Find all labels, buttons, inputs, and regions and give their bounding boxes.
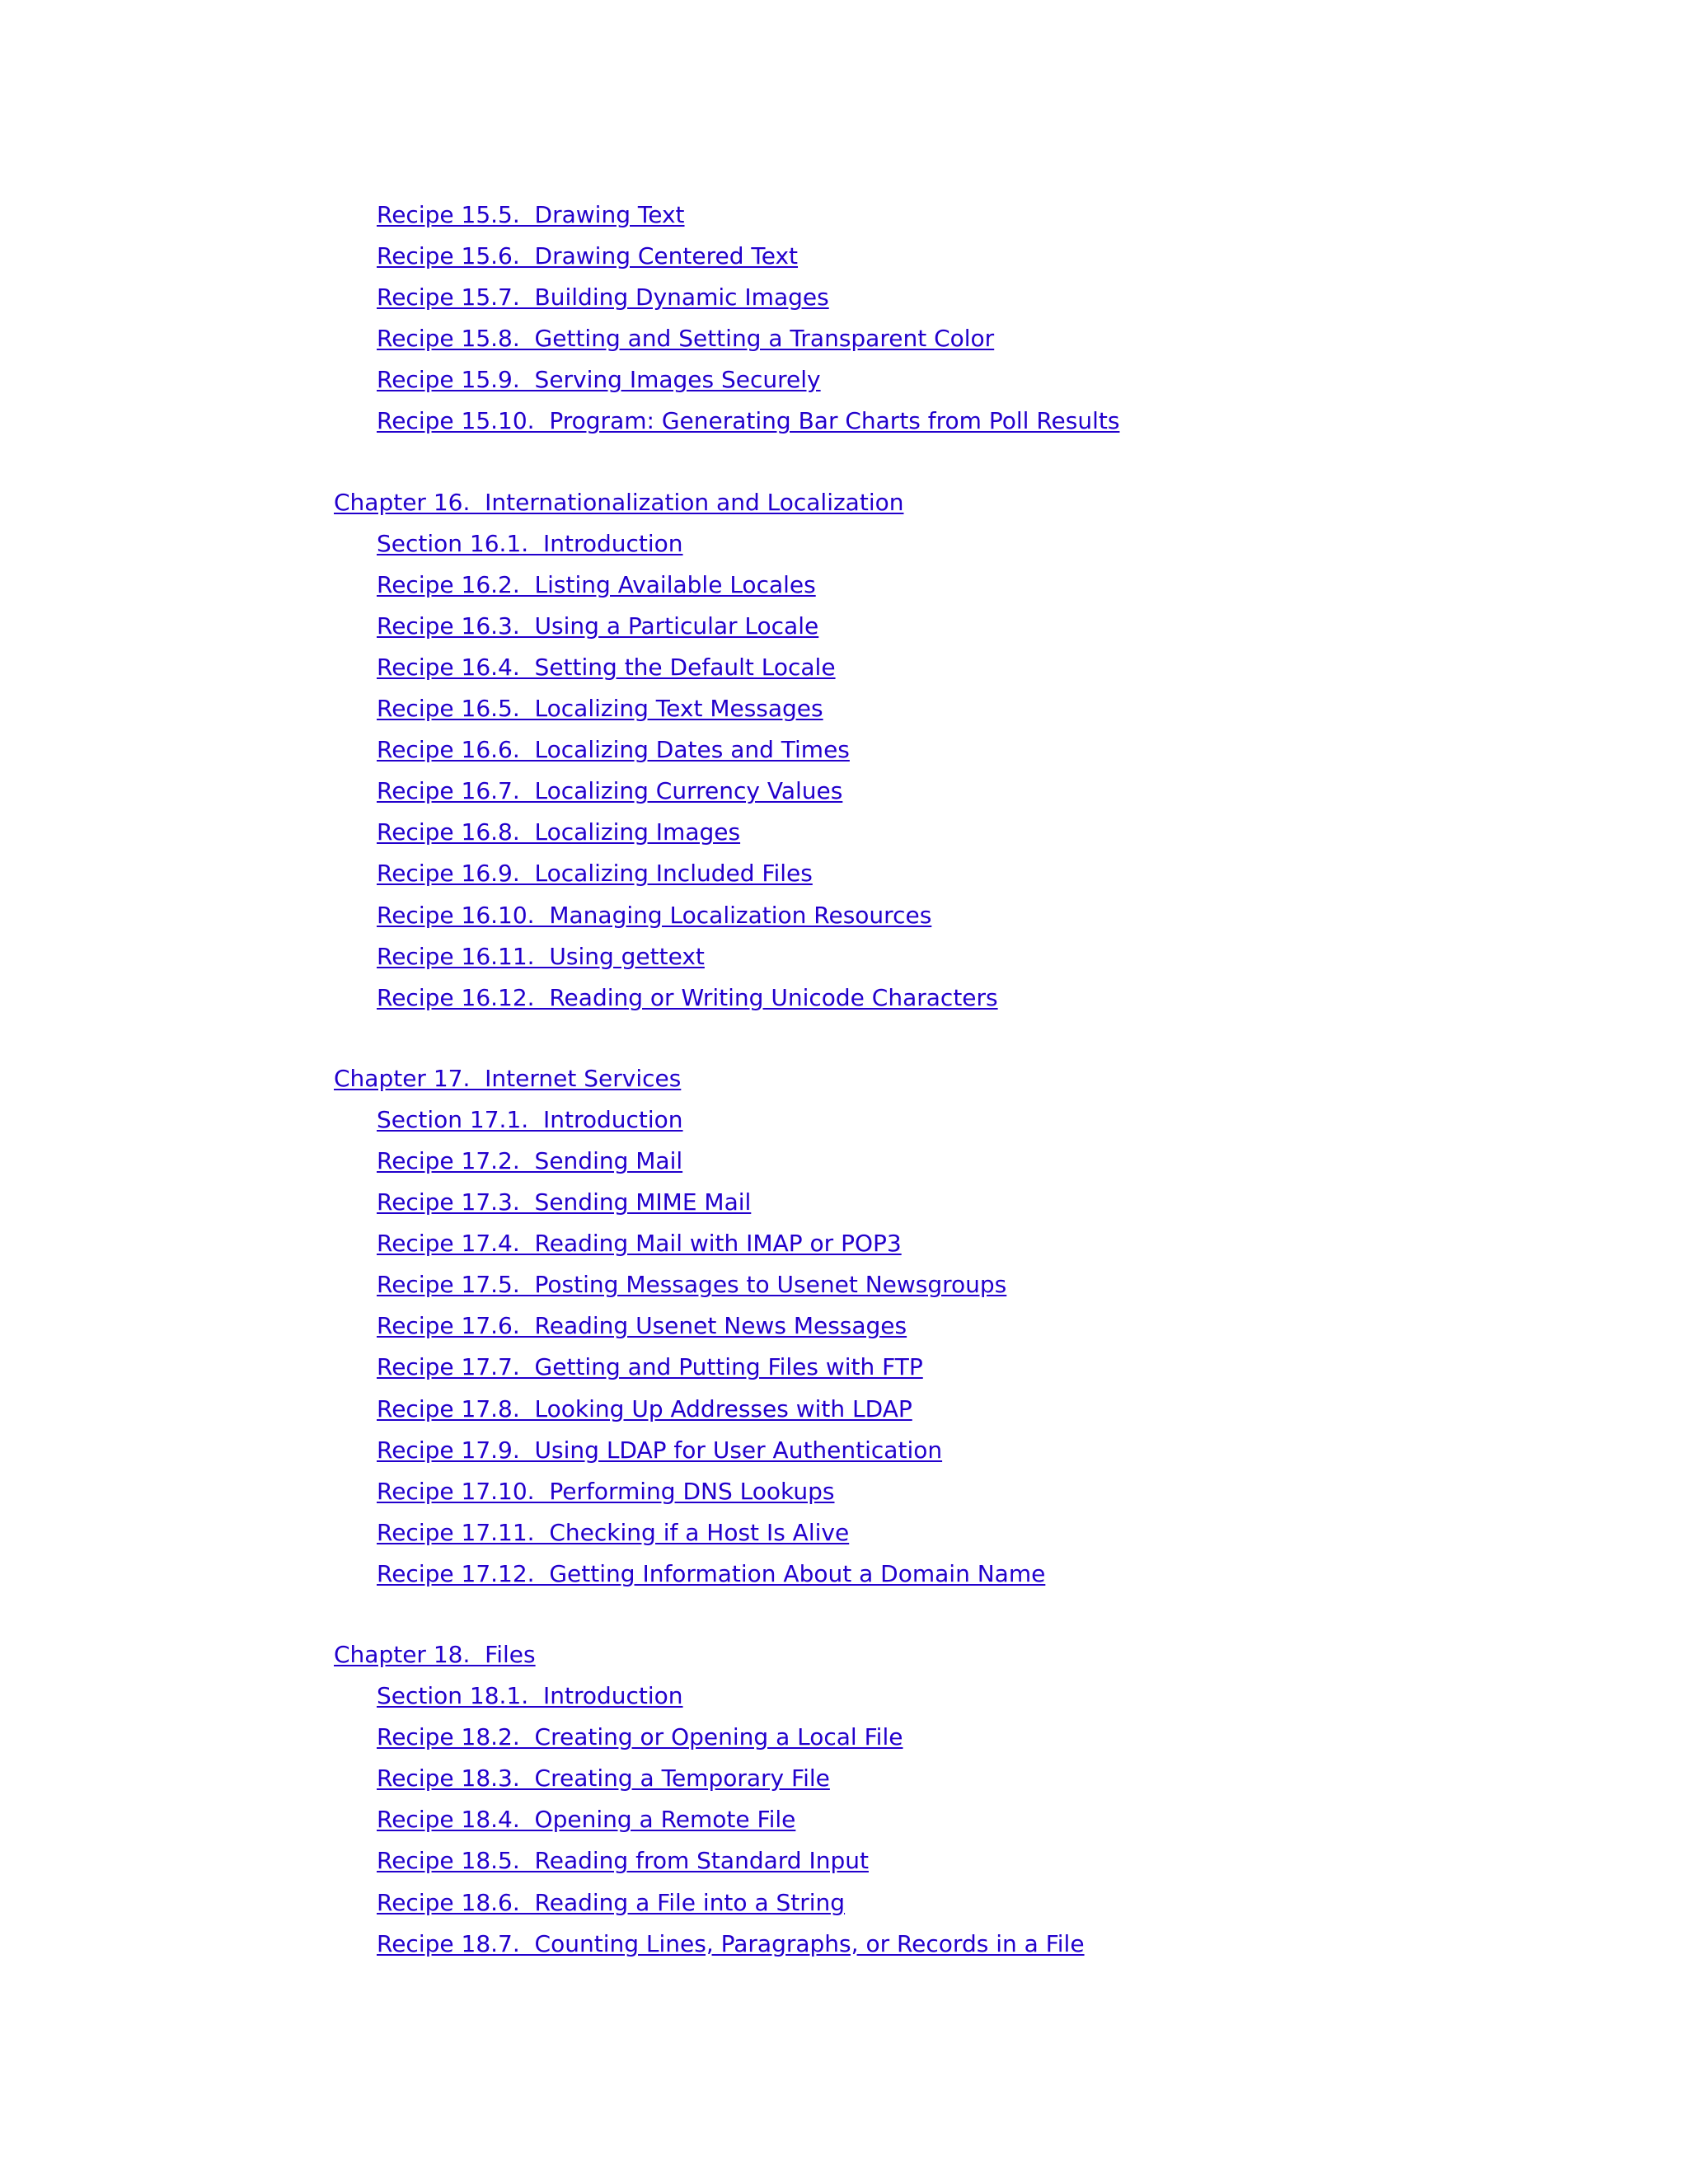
section-link[interactable]: Section 18.1. Introduction <box>377 1682 683 1710</box>
recipe-link[interactable]: Recipe 16.4. Setting the Default Locale <box>377 653 836 681</box>
recipe-link[interactable]: Recipe 16.6. Localizing Dates and Times <box>377 736 850 764</box>
recipe-link[interactable]: Recipe 16.8. Localizing Images <box>377 818 741 846</box>
recipe-link[interactable]: Recipe 17.6. Reading Usenet News Messages <box>377 1312 907 1340</box>
chapter-link[interactable]: Chapter 16. Internationalization and Localization <box>334 488 904 516</box>
recipe-link[interactable]: Recipe 18.2. Creating or Opening a Local File <box>377 1723 903 1751</box>
recipe-link[interactable]: Recipe 17.4. Reading Mail with IMAP or POP3 <box>377 1230 902 1258</box>
chapter-spacer <box>334 1022 1570 1062</box>
recipe-link[interactable]: Recipe 15.6. Drawing Centered Text <box>377 242 799 270</box>
recipe-link[interactable]: Recipe 16.11. Using gettext <box>377 942 705 970</box>
recipe-link[interactable]: Recipe 16.5. Localizing Text Messages <box>377 695 823 723</box>
chapter-spacer <box>334 446 1570 485</box>
recipe-link[interactable]: Recipe 18.6. Reading a File into a String <box>377 1888 846 1916</box>
chapter-link[interactable]: Chapter 17. Internet Services <box>334 1064 682 1092</box>
recipe-link[interactable]: Recipe 15.5. Drawing Text <box>377 201 685 228</box>
recipe-link[interactable]: Recipe 17.7. Getting and Putting Files with FTP <box>377 1353 923 1381</box>
recipe-link[interactable]: Recipe 18.5. Reading from Standard Input <box>377 1847 869 1875</box>
recipe-link[interactable]: Recipe 16.7. Localizing Currency Values <box>377 777 843 805</box>
recipe-link[interactable]: Recipe 16.3. Using a Particular Locale <box>377 612 819 640</box>
chapter-spacer <box>334 1598 1570 1638</box>
recipe-link[interactable]: Recipe 17.10. Performing DNS Lookups <box>377 1477 835 1505</box>
section-link[interactable]: Section 17.1. Introduction <box>377 1105 683 1133</box>
recipe-link[interactable]: Recipe 16.9. Localizing Included Files <box>377 860 813 888</box>
recipe-link[interactable]: Recipe 17.11. Checking if a Host Is Alive <box>377 1518 850 1546</box>
recipe-link[interactable]: Recipe 17.12. Getting Information About a Domain Name <box>377 1559 1046 1587</box>
chapter-link[interactable]: Chapter 18. Files <box>334 1641 536 1668</box>
recipe-link[interactable]: Recipe 18.3. Creating a Temporary File <box>377 1765 830 1793</box>
recipe-link[interactable]: Recipe 17.3. Sending MIME Mail <box>377 1188 752 1216</box>
section-link[interactable]: Section 16.1. Introduction <box>377 529 683 557</box>
recipe-link[interactable]: Recipe 16.10. Managing Localization Resources <box>377 901 932 929</box>
recipe-link[interactable]: Recipe 17.9. Using LDAP for User Authentication <box>377 1436 943 1464</box>
recipe-link[interactable]: Recipe 15.7. Building Dynamic Images <box>377 284 829 312</box>
table-of-contents <box>334 198 1570 1968</box>
recipe-link[interactable]: Recipe 17.8. Looking Up Addresses with LDAP <box>377 1394 912 1422</box>
recipe-link[interactable]: Recipe 18.7. Counting Lines, Paragraphs, or Records in a File <box>377 1929 1085 1957</box>
recipe-link[interactable]: Recipe 17.2. Sending Mail <box>377 1146 683 1174</box>
recipe-link[interactable]: Recipe 18.4. Opening a Remote File <box>377 1806 796 1834</box>
recipe-link[interactable]: Recipe 16.12. Reading or Writing Unicode Characters <box>377 983 998 1011</box>
recipe-link[interactable]: Recipe 17.5. Posting Messages to Usenet Newsgroups <box>377 1271 1007 1299</box>
recipe-link[interactable]: Recipe 15.8. Getting and Setting a Transparent Color <box>377 325 995 353</box>
recipe-link[interactable]: Recipe 16.2. Listing Available Locales <box>377 570 816 598</box>
recipe-link[interactable]: Recipe 15.9. Serving Images Securely <box>377 366 821 394</box>
recipe-link[interactable]: Recipe 15.10. Program: Generating Bar Charts from Poll Results <box>377 407 1120 435</box>
